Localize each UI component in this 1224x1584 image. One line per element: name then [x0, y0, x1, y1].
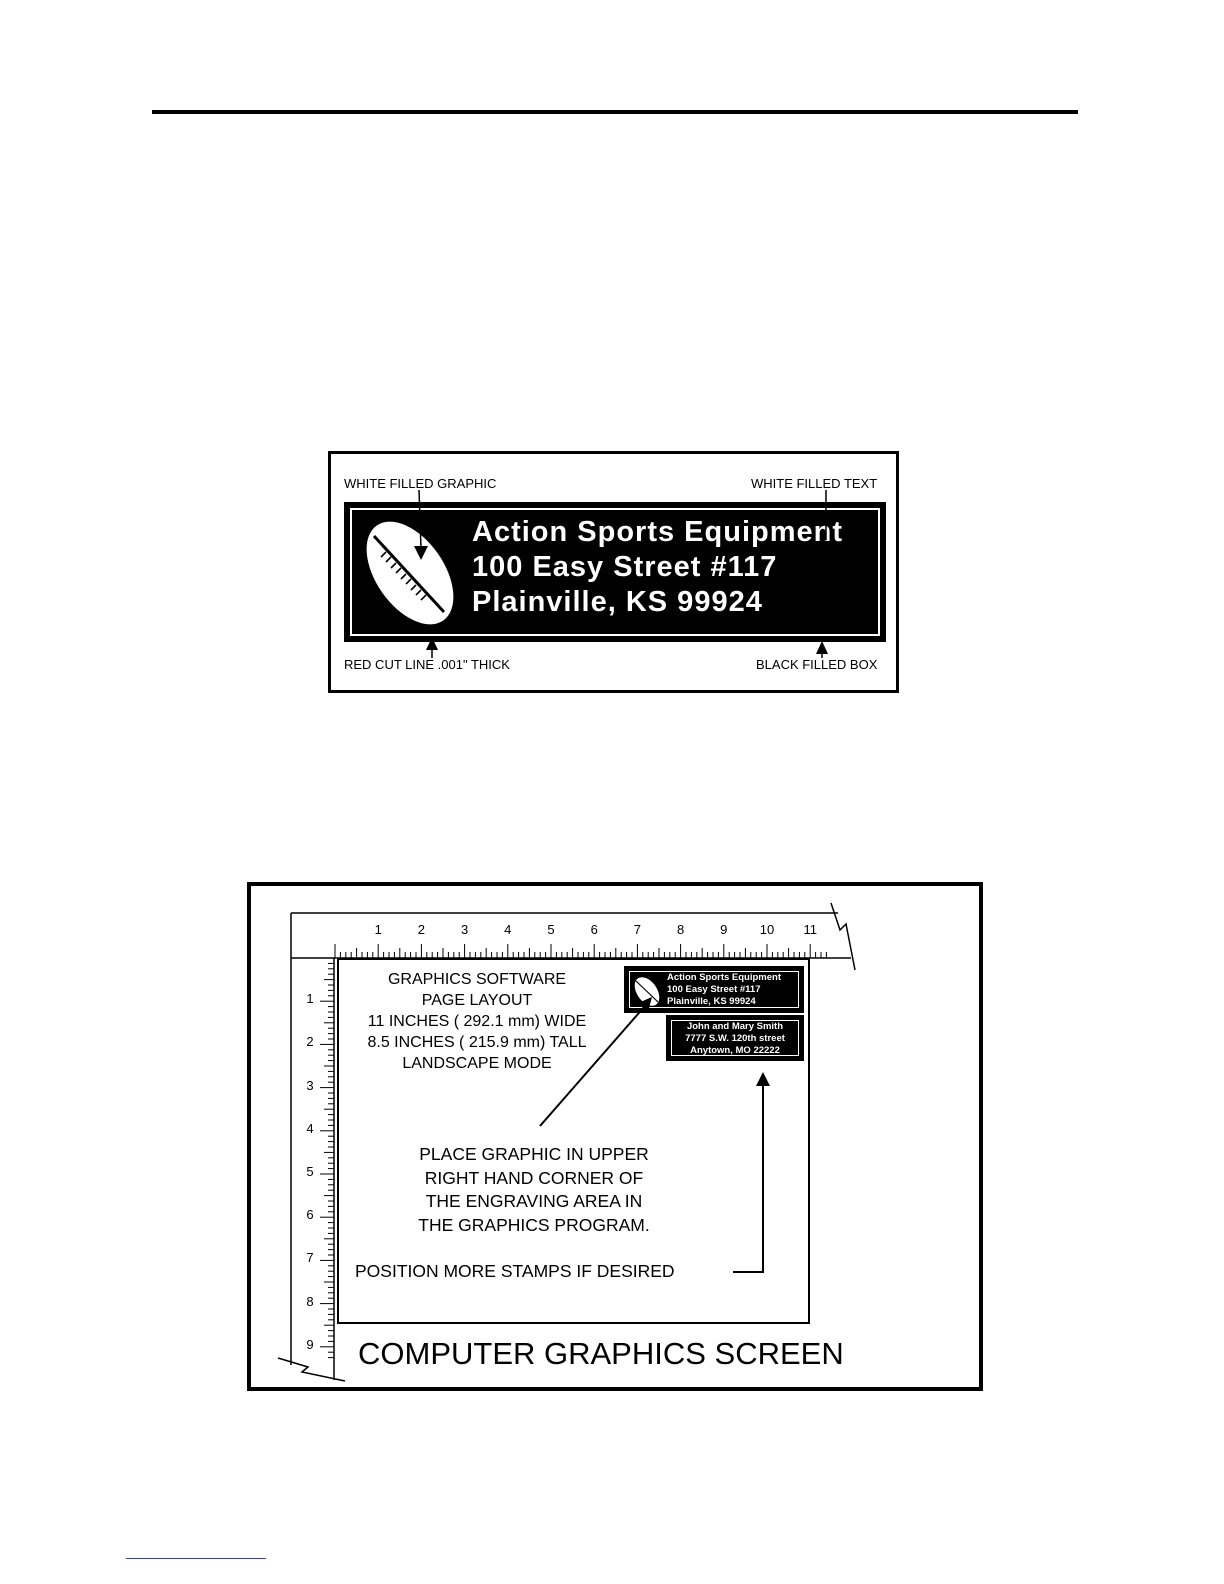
mini-stamp1-line-2: 100 Easy Street #117 [667, 984, 761, 995]
ruler-left-label: 5 [306, 1164, 314, 1179]
ruler-top-label: 6 [590, 922, 598, 937]
ruler-left-label: 7 [306, 1250, 314, 1266]
ruler-top-label: 11 [803, 922, 817, 937]
stamp-line-3: Plainville, KS 99924 [472, 586, 763, 618]
mini-stamp1-line-3: Plainville, KS 99924 [667, 996, 756, 1007]
ruler-left-label: 9 [306, 1336, 314, 1352]
ruler-left-label: 3 [306, 1077, 314, 1093]
ruler-top-label: 10 [759, 922, 775, 937]
ruler-top-label: 8 [676, 922, 685, 937]
callout-white-filled-text: WHITE FILLED TEXT [751, 476, 878, 491]
ruler-top-label: 7 [633, 922, 641, 937]
ruler-top-label: 3 [460, 922, 469, 937]
mini-stamp1-line-1: Action Sports Equipment [667, 972, 781, 983]
ruler-top-label: 1 [374, 922, 382, 937]
layout-line-3: 11 INCHES ( 292.1 mm) WIDE [367, 1013, 587, 1030]
callout-red-cut-line: RED CUT LINE .001" THICK [344, 657, 510, 672]
ruler-left-label: 6 [306, 1207, 314, 1223]
footnote-rule [126, 1558, 266, 1559]
callout-black-filled-box: BLACK FILLED BOX [756, 657, 878, 672]
layout-line-1: GRAPHICS SOFTWARE [387, 971, 567, 988]
layout-line-2: PAGE LAYOUT [421, 992, 533, 1009]
instruction-line-2: RIGHT HAND CORNER OF [424, 1167, 644, 1188]
mini-stamp2-line-2: 7777 S.W. 120th street [685, 1033, 785, 1044]
callout-white-filled-graphic: WHITE FILLED GRAPHIC [344, 476, 497, 491]
instruction-line-3: THE ENGRAVING AREA IN [425, 1191, 643, 1211]
mini-stamp2-line-3: Anytown, MO 22222 [690, 1045, 780, 1056]
ruler-left-label: 1 [306, 991, 314, 1007]
position-more-stamps: POSITION MORE STAMPS IF DESIRED [355, 1261, 675, 1281]
ruler-top-label: 2 [417, 922, 425, 937]
instruction-line-4: THE GRAPHICS PROGRAM. [418, 1214, 650, 1235]
ruler-top-label: 4 [504, 922, 512, 937]
layout-line-5: LANDSCAPE MODE [402, 1055, 552, 1072]
ruler-left-label: 4 [306, 1120, 314, 1136]
stamp-line-1: Action Sports Equipment [472, 516, 843, 548]
ruler-left-label: 2 [306, 1034, 314, 1050]
mini-stamp2-line-1: John and Mary Smith [686, 1021, 784, 1032]
layout-line-4: 8.5 INCHES ( 215.9 mm) TALL [367, 1034, 587, 1051]
screen-title: COMPUTER GRAPHICS SCREEN [358, 1336, 844, 1371]
ruler-top-label: 5 [547, 922, 555, 937]
ruler-top-label: 9 [720, 922, 728, 937]
stamp-line-2: 100 Easy Street #117 [472, 551, 778, 583]
ruler-left-label: 8 [306, 1293, 314, 1309]
instruction-line-1: PLACE GRAPHIC IN UPPER [419, 1144, 649, 1164]
